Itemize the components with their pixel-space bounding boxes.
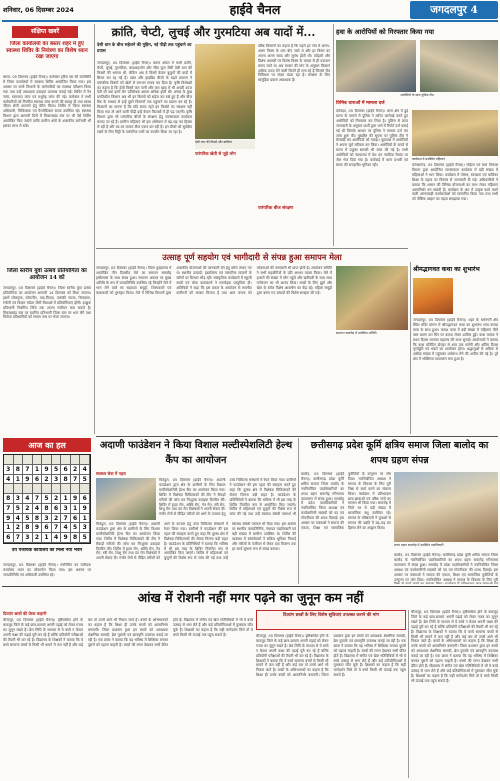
puzzle-cell: 2 bbox=[14, 523, 24, 533]
puzzle-cell: 6 bbox=[52, 504, 62, 514]
puzzle-cell bbox=[61, 484, 71, 494]
brief2-headline: जिला स्तरीय युवा उत्सव प्रतियोगिता का आयोजन 14 को bbox=[7, 268, 87, 281]
puzzle-cell bbox=[4, 455, 14, 465]
puzzle-cell bbox=[52, 455, 62, 465]
puzzle-cell: 9 bbox=[61, 533, 71, 543]
date-label: शनिवार, 06 दिसम्बर 2024 bbox=[3, 6, 74, 14]
kurmi-body: बालोद, 05 दिसम्बर (हाईवे चैनल)। छत्तीसगढ़ प्रदेश कूर्मि क्षत्रिय समाज जिला बालोद के नवनिर्वाचित पदाधिकारियों का शपथ ग्रहण समारोह गरिमामय वातावरण में संपन्न हुआ। समारोह में प्रदेश पदाधिकारियों ने नवनिर्वाचित जिला अध्यक्ष एवं कार्यकारिणी सदस्यों को पद एवं गोपनीयता की शपथ दिलाई। इस अवसर पर वक्ताओं ने समाज की एकता, शिक्षा एवं सामाजिक कुरीतियों के उन्मूलन पर जोर दिया। नवनिर्वाचित अध्यक्ष ने समाज के विकास के लिए पूरी निष्ठा से कार्य करने का संकल्प लिया। कार्यक्रम में प्रतिभावान छात्र-छात्राओं एवं वरिष्ठ जनों का सम्मान भी किया गया। समारोह में जिले भर से बड़ी संख्या में सामाजिक बंधु उपस्थित रहे। समाज के वरिष्ठजनों ने युवाओं से समाज की उन्नति में बढ़-चढ़ कर हिस्सा लेने का आह्वान किया। bbox=[301, 472, 391, 530]
puzzle-cell: 3 bbox=[61, 504, 71, 514]
puzzle-cell: 4 bbox=[14, 514, 24, 524]
puzzle-cell: 8 bbox=[23, 523, 33, 533]
puzzle-cell bbox=[14, 455, 24, 465]
puzzle-cell: 6 bbox=[71, 514, 81, 524]
puzzle-cell bbox=[23, 484, 33, 494]
oath-photo-caption: शपथ ग्रहण समारोह में उपस्थित पदाधिकारी bbox=[394, 543, 444, 547]
top-right-headline: हवा के आरोपियों को गिरफ्तार किया गया bbox=[336, 28, 434, 36]
rice-seed-photo bbox=[195, 44, 255, 139]
adani-body-side: किरंदुल, 05 दिसम्बर (हाईवे चैनल)। अदाणी फाउंडेशन द्वारा क्षेत्र के ग्रामीणों के लिए विशाल मल्टीस्पेशलिटी हेल्थ कैंप का आयोजन किया गया। शिविर में विशेषज्ञ चिकित्सकों की टीम ने सैकड़ों मरीजों की जांच कर निःशुल्क दवाइयां वितरित कीं। शिविर में हृदय रोग, अस्थि रोग, नेत्र रोग, स्त्री रोग, शिशु रोग तथा दंत रोग विशेषज्ञों ने अपनी सेवाएं दीं। गंभीर रोगों से पीड़ित मरीजों को आगे के उपचार हेतु उच्च चिकित्सा संस्थानों में रेफर किया गया। ग्रामीणों ने फाउंडेशन की इस पहल की सराहना करते हुए कहा कि दूरस्थ क्षेत्र में विशेषज्ञ चिकित्सकों की सेवाएं मिलना बड़ी राहत है। फाउंडेशन के प्रतिनिधियों ने बताया कि भविष्य में भी इस तरह के शिविर नियमित रूप से आयोजित किए जाएंगे। शिविर में महिलाओं एवं बुजुर्गों की विशेष रूप से जांच की गई तथा उन्हें स्वास्थ्य संबंधी परामर्श भी bbox=[159, 478, 296, 517]
puzzle-bottom-body: जगदलपुर, 05 दिसम्बर (हाईवे चैनल)। नवनिर्मित उप पंजीयक कार्यालय भवन का लोकार्पण किया गया। इस अवसर पर जनप्रतिनिधि एवं अधिकारी उपस्थित रहे। bbox=[3, 563, 91, 577]
rule-above-bottom bbox=[2, 586, 498, 587]
puzzle-cell: 4 bbox=[4, 475, 14, 485]
col-divider-4 bbox=[298, 438, 299, 584]
bottom-body-3: बीजापुर, 05 दिसम्बर (हाईवे चैनल)। दृष्टिबाधित होने के बावजूद जिले के कई छात्र-छात्राएं अपनी पढ़ाई को लेकर गजब का जुनून रखते हैं। ब्रेल लिपि के माध्यम से ये बच्चे न केवल अपनी कक्षा की पढ़ाई पूरी कर रहे हैं बल्कि प्रतियोगी परीक्षाओं की तैयारी भी कर रहे हैं। विद्यालय के शिक्षकों ने बताया कि ये बच्चे सामान्य बच्चों से किसी भी मायने में कम नहीं हैं और कई बार तो उनसे आगे भी निकल जाते हैं। बच्चों के अभिभावकों का कहना है कि शिक्षा ही उनके बच्चों को आत्मनिर्भर बनाएगी। जिला प्रशासन द्वारा इन बच्चों को आवश्यक शैक्षणिक सामग्री, ब्रेल पुस्तकें एवं छात्रवृत्ति उपलब्ध कराई जा रही है। एक छात्रा ने बताया कि वह भविष्य में शिक्षिका बनकर दूसरों को पढ़ाना चाहती है। बच्चों की लगन देखकर सभी प्रेरित होते हैं। विद्यालय में संगीत एवं खेल गतिविधियों में भी ये बच्चे उत्साह से भाग लेते हैं और कई प्रतियोगिताओं में पुरस्कार जीत चुके हैं। शिक्षकों का कहना है कि सही मार्गदर्शन मिले तो ये बच्चे किसी भी ऊंचाई तक पहुंच सकते हैं। bbox=[411, 610, 498, 683]
puzzle-cell: 6 bbox=[4, 533, 14, 543]
puzzle-cell: 5 bbox=[42, 494, 52, 504]
puzzle-cell: 7 bbox=[14, 533, 24, 543]
puzzle-cell: 9 bbox=[71, 494, 81, 504]
puzzle-cell: 9 bbox=[80, 504, 90, 514]
puzzle-title: आज का हल bbox=[3, 438, 91, 452]
puzzle-cell: 3 bbox=[4, 465, 14, 475]
puzzle-cell: 2 bbox=[52, 514, 62, 524]
puzzle-cell: 5 bbox=[71, 523, 81, 533]
top-story-subhead2: पारंपरिक बीज संरक्षण bbox=[258, 206, 294, 211]
puzzle-grid bbox=[3, 454, 91, 544]
kalash-yatra-photo bbox=[413, 278, 453, 314]
top-story-subhead: पारंपरिक खेती से जुड़े लोग bbox=[195, 151, 236, 156]
puzzle-cell: 8 bbox=[71, 533, 81, 543]
katha-body: जगदलपुर, 05 दिसम्बर (हाईवे चैनल)। शहर के धर्मनगरी क्षेत्र स्थित मंदिर प्रांगण में श्रीमद्भागवत कथा का शुभारंभ भव्य कलश यात्रा के साथ हुआ। कलश यात्रा में बड़ी संख्या में महिलाएं पीले वस्त्र धारण कर सिर पर कलश लेकर शामिल हुईं। कथा वाचक ने प्रथम दिवस भागवत महात्म्य की कथा सुनाई। आयोजकों ने बताया कि कथा प्रतिदिन दोपहर से शाम तक चलेगी और अंतिम दिवस पूर्णाहुति एवं भंडारे का आयोजन होगा। श्रद्धालुओं से अधिक से अधिक संख्या में पहुंचकर धर्मलाभ लेने की अपील की गई है। पूरे क्षेत्र में भक्तिमय वातावरण बना हुआ है। bbox=[413, 318, 498, 362]
puzzle-cell: 4 bbox=[23, 494, 33, 504]
puzzle-cell: 7 bbox=[61, 514, 71, 524]
kurmi-headline: छत्तीसगढ़ प्रदेश कूर्मि क्षत्रिय समाज जिला बालोद का शपथ ग्रहण संपन्न bbox=[310, 440, 489, 466]
puzzle-cell: 3 bbox=[80, 523, 90, 533]
bottom-body: बीजापुर, 05 दिसम्बर (हाईवे चैनल)। दृष्टिबाधित होने के बावजूद जिले के कई छात्र-छात्राएं अपनी पढ़ाई को लेकर गजब का जुनून रखते हैं। ब्रेल लिपि के माध्यम से ये बच्चे न केवल अपनी कक्षा की पढ़ाई पूरी कर रहे हैं बल्कि प्रतियोगी परीक्षाओं की तैयारी भी कर रहे हैं। विद्यालय के शिक्षकों ने बताया कि ये बच्चे सामान्य बच्चों से किसी भी मायने में कम नहीं हैं और कई बार तो उनसे आगे भी निकल जाते हैं। बच्चों के अभिभावकों का कहना है कि शिक्षा ही उनके बच्चों को आत्मनिर्भर बनाएगी। जिला प्रशासन द्वारा इन बच्चों को आवश्यक शैक्षणिक सामग्री, ब्रेल पुस्तकें एवं छात्रवृत्ति उपलब्ध कराई जा रही है। एक छात्रा ने बताया कि वह भविष्य में शिक्षिका बनकर दूसरों को पढ़ाना चाहती है। बच्चों की लगन देखकर सभी प्रेरित होते हैं। विद्यालय में संगीत एवं खेल गतिविधियों में भी ये बच्चे उत्साह से भाग लेते हैं और कई प्रतियोगिताओं में पुरस्कार जीत चुके हैं। शिक्षकों का कहना है कि सही मार्गदर्शन मिले तो ये बच्चे किसी भी ऊंचाई तक पहुंच सकते हैं। bbox=[3, 618, 253, 647]
puzzle-cell: 9 bbox=[33, 523, 43, 533]
brief2-body: जगदलपुर, 05 दिसम्बर (हाईवे चैनल)। जिला स्तरीय युवा उत्सव प्रतियोगिता का आयोजन आगामी 14 दिसम्बर को किया जाएगा। इसमें लोकनृत्य, लोकगीत, वाद-विवाद, एकांकी नाटक, चित्रकला, रंगोली एवं विज्ञान मॉडल जैसी विधाओं में प्रतियोगिताएं होंगी। इच्छुक प्रतिभागी निर्धारित तिथि तक अपना पंजीयन करा सकते हैं। विकासखंड स्तर पर चयनित प्रतिभागी जिला स्तर पर भाग लेंगे तथा विजेता प्रतिभागियों को संभाग स्तर पर भेजा जाएगा। bbox=[3, 286, 91, 320]
right-col-body: कोण्डागांव, 05 दिसम्बर (हाईवे चैनल)। महिला एवं बाल विकास विभाग द्वारा आयोजित जागरूकता कार्यक्रम में बड़ी संख्या में महिलाओं ने भाग लिया। कार्यक्रम में पोषण, स्वच्छता एवं बालिका शिक्षा के महत्व पर विस्तार से जानकारी दी गई। अधिकारियों ने बताया कि शासन की विभिन्न योजनाओं का लाभ लेकर महिलाएं आत्मनिर्भर बन सकती हैं। कार्यक्रम के अंत में उत्कृष्ट कार्य करने वाली आंगनबाड़ी कार्यकर्ताओं को सम्मानित किया गया तथा सभी को पौष्टिक आहार का महत्व समझाया गया। bbox=[412, 163, 498, 202]
puzzle-cell: 8 bbox=[61, 475, 71, 485]
police-photo bbox=[336, 40, 416, 92]
puzzle-cell: 6 bbox=[42, 523, 52, 533]
puzzle-cell: 4 bbox=[52, 533, 62, 543]
adani-byline: स्वास्थ्य सेवा में पहल bbox=[96, 471, 126, 476]
top-story-sub: देसी धान के बीज सहेजने की मुहिम, नई पीढ़ी तक पहुंचाने का प्रयास bbox=[97, 42, 192, 53]
puzzle-cell bbox=[61, 455, 71, 465]
puzzle-cell: 7 bbox=[71, 475, 81, 485]
bottom-headline: आंख में रोशनी नहीं मगर पढ़ने का जुनून कम नहीं bbox=[137, 590, 364, 605]
women-photo-caption: कार्यक्रम में उपस्थित महिलाएं bbox=[412, 157, 446, 161]
puzzle-cell bbox=[42, 455, 52, 465]
puzzle-cell: 7 bbox=[4, 504, 14, 514]
brief1-body: बस्तर, 05 दिसम्बर (हाईवे चैनल)। कलेक्टर हरिस एस की उपस्थिति में जिला कार्यालयों में स्वास्थ्य शिविर आयोजित किया गया। इस अवसर पर सभी विभागों के कर्मचारियों का स्वास्थ्य परीक्षण किया गया तथा उन्हें आवश्यक दवाइयां उपलब्ध कराई गईं। शिविर में नेत्र जांच, रक्तचाप जांच एवं मधुमेह जांच की गई। कलेक्टर ने सभी कर्मचारियों को नियमित स्वास्थ्य जांच कराने की सलाह दी तथा स्वस्थ जीवन शैली अपनाने हेतु प्रेरित किया। शिविर में जिला स्वास्थ्य अधिकारी, चिकित्सक एवं पैरामेडिकल स्टाफ उपस्थित रहे। स्वास्थ्य विभाग द्वारा आगामी दिनों में विकासखंड स्तर पर भी ऐसे शिविर आयोजित किए जाएंगे ताकि ग्रामीण क्षेत्रों के शासकीय कर्मचारी भी इसका लाभ ले सकें। bbox=[3, 75, 91, 129]
puzzle-cell: 4 bbox=[61, 523, 71, 533]
mid-story-headline: उत्साह पूर्ण सहयोग एवं भागीदारी से संपन्न हुआ समापन मेला bbox=[162, 252, 342, 262]
puzzle-cell: 7 bbox=[23, 465, 33, 475]
puzzle-cell: 6 bbox=[33, 475, 43, 485]
oath-ceremony-photo bbox=[394, 472, 498, 542]
puzzle-cell bbox=[71, 455, 81, 465]
puzzle-bottom-headline: उप पंजीयक कार्यालय को मिला नया भवन bbox=[11, 548, 83, 553]
rice-photo-caption: देसी धान की किस्में और बालियां bbox=[195, 140, 255, 149]
puzzle-cell: 8 bbox=[4, 494, 14, 504]
puzzle-cell: 9 bbox=[42, 465, 52, 475]
puzzle-cell: 5 bbox=[52, 465, 62, 475]
puzzle-cell: 2 bbox=[71, 465, 81, 475]
puzzle-cell: 1 bbox=[61, 494, 71, 504]
puzzle-cell bbox=[4, 484, 14, 494]
top-story-headline: क्रांति, चेप्टी, लुचई और गुरमटिया अब यादों में... bbox=[111, 25, 316, 39]
puzzle-cell bbox=[14, 484, 24, 494]
puzzle-cell: 3 bbox=[14, 494, 24, 504]
fair-photo bbox=[336, 266, 408, 330]
puzzle-cell: 8 bbox=[14, 465, 24, 475]
col-divider-3 bbox=[410, 262, 411, 434]
bottom-body-2: बीजापुर, 05 दिसम्बर (हाईवे चैनल)। दृष्टिबाधित होने के बावजूद जिले के कई छात्र-छात्राएं अपनी पढ़ाई को लेकर गजब का जुनून रखते हैं। ब्रेल लिपि के माध्यम से ये बच्चे न केवल अपनी कक्षा की पढ़ाई पूरी कर रहे हैं बल्कि प्रतियोगी परीक्षाओं की तैयारी भी कर रहे हैं। विद्यालय के शिक्षकों ने बताया कि ये बच्चे सामान्य बच्चों से किसी भी मायने में कम नहीं हैं और कई बार तो उनसे आगे भी निकल जाते हैं। बच्चों के अभिभावकों का कहना है कि शिक्षा ही उनके बच्चों को आत्मनिर्भर बनाएगी। जिला प्रशासन द्वारा इन बच्चों को आवश्यक शैक्षणिक सामग्री, ब्रेल पुस्तकें एवं छात्रवृत्ति उपलब्ध कराई जा रही है। एक छात्रा ने बताया कि वह भविष्य में शिक्षिका बनकर दूसरों को पढ़ाना चाहती है। बच्चों की लगन देखकर सभी प्रेरित होते हैं। विद्यालय में संगीत एवं खेल गतिविधियों में भी ये बच्चे उत्साह से भाग लेते हैं और कई प्रतियोगिताओं में पुरस्कार जीत चुके हैं। शिक्षकों का कहना है कि सही मार्गदर्शन मिले तो ये बच्चे किसी भी ऊंचाई तक पहुंच सकते हैं। bbox=[256, 634, 406, 678]
section-title: हाईवे चैनल bbox=[229, 2, 281, 17]
katha-headline: श्रीमद्भागवत कथा का शुभारंभ bbox=[413, 266, 480, 273]
masthead bbox=[0, 0, 500, 20]
puzzle-cell bbox=[71, 484, 81, 494]
puzzle-cell: 5 bbox=[80, 533, 90, 543]
top-right-subhead: विभिन्न धाराओं में मामला दर्ज bbox=[336, 101, 385, 106]
puzzle-cell: 1 bbox=[33, 465, 43, 475]
bottom-tag: दिव्यांग छात्रों की प्रेरक कहानी bbox=[3, 611, 47, 616]
rule-above-lower bbox=[96, 436, 498, 437]
puzzle-cell: 1 bbox=[14, 475, 24, 485]
puzzle-cell: 7 bbox=[33, 494, 43, 504]
rule-above-mid bbox=[96, 248, 408, 249]
mid-story-body: जगदलपुर, 05 दिसम्बर (हाईवे चैनल)। जिला मुख्यालय में आयोजित तीन दिवसीय मेले का समापन समारोह हर्षोल्लास के साथ संपन्न हुआ। समापन अवसर पर मुख्य अतिथि के रूप में जनप्रतिनिधि उपस्थित रहे जिन्होंने मेले में भाग लेने वाले स्व सहायता समूहों, शिल्पकारों एवं कलाकारों को पुरस्कृत किया। मेले में विभिन्न विभागों द्वारा शासकीय योजनाओं की जानकारी देने हेतु स्टॉल लगाए गए थे। स्थानीय उत्पादों, हस्तशिल्प एवं पारंपरिक व्यंजनों के स्टॉलों पर दिनभर भीड़ रही। सांस्कृतिक कार्यक्रमों में स्कूली बच्चों एवं लोक कलाकारों ने मनमोहक प्रस्तुतियां दीं। अतिथियों ने कहा कि इस प्रकार के आयोजन से स्थानीय कारीगरों को बाजार मिलता है तथा आम जनता को योजनाओं की जानकारी भी प्राप्त होती है। आयोजन समिति ने सभी सहयोगियों के प्रति आभार व्यक्त किया। मेले में हजारों की संख्या में लोग पहुंचे और खरीदारी के साथ साथ मनोरंजन का भी आनंद लिया। बच्चों के लिए झूले और खेल के स्टॉल विशेष आकर्षण का केंद्र रहे। महिला समूहों द्वारा बनाए गए उत्पादों की विशेष सराहना की गई। bbox=[96, 266, 332, 295]
puzzle-cell bbox=[33, 455, 43, 465]
bottom-highlight-box bbox=[256, 610, 406, 630]
bottom-box-text: दिव्यांग छात्रों के लिए विशेष सुविधाएं उपलब्ध कराने की मांग bbox=[283, 613, 379, 618]
adani-body: किरंदुल, 05 दिसम्बर (हाईवे चैनल)। अदाणी फाउंडेशन द्वारा क्षेत्र के ग्रामीणों के लिए विशाल मल्टीस्पेशलिटी हेल्थ कैंप का आयोजन किया गया। शिविर में विशेषज्ञ चिकित्सकों की टीम ने सैकड़ों मरीजों की जांच कर निःशुल्क दवाइयां वितरित कीं। शिविर में हृदय रोग, अस्थि रोग, नेत्र रोग, स्त्री रोग, शिशु रोग तथा दंत रोग विशेषज्ञों ने अपनी सेवाएं दीं। गंभीर रोगों से पीड़ित मरीजों को आगे के उपचार हेतु उच्च चिकित्सा संस्थानों में रेफर किया गया। ग्रामीणों ने फाउंडेशन की इस पहल की सराहना करते हुए कहा कि दूरस्थ क्षेत्र में विशेषज्ञ चिकित्सकों की सेवाएं मिलना बड़ी राहत है। फाउंडेशन के प्रतिनिधियों ने बताया कि भविष्य में भी इस तरह के शिविर नियमित रूप से आयोजित किए जाएंगे। शिविर में महिलाओं एवं बुजुर्गों की विशेष रूप से जांच की गई तथा उन्हें स्वास्थ्य संबंधी परामर्श भी दिया गया। इस अवसर पर स्थानीय जनप्रतिनिधि, पंचायत पदाधिकारी एवं बड़ी संख्या में ग्रामीण उपस्थित थे। शिविर की व्यवस्था में स्वयंसेवकों ने सक्रिय भूमिका निभाई और मरीजों के पंजीयन से लेकर दवा वितरण तक हर कार्य सुचारू रूप से संपन्न कराया। bbox=[96, 522, 296, 561]
puzzle-cell: 5 bbox=[80, 475, 90, 485]
puzzle-cell: 1 bbox=[4, 523, 14, 533]
page-badge bbox=[410, 1, 498, 19]
puzzle-cell: 3 bbox=[42, 514, 52, 524]
puzzle-cell: 1 bbox=[71, 504, 81, 514]
puzzle-cell bbox=[52, 484, 62, 494]
fair-photo-caption: समापन समारोह में उपस्थित अतिथि bbox=[336, 331, 377, 335]
puzzle-cell: 5 bbox=[23, 514, 33, 524]
puzzle-cell: 5 bbox=[14, 504, 24, 514]
puzzle-cell: 2 bbox=[23, 504, 33, 514]
puzzle-cell: 6 bbox=[61, 465, 71, 475]
puzzle-cell: 3 bbox=[52, 475, 62, 485]
top-story-body2: वरिष्ठ किसानों का कहना है कि पहले हर गांव में अलग-अलग किस्म के धान बोए जाते थे और हर किस्म का अपना अलग स्वाद और सुगंध होती थी। त्योहारों और विशेष अवसरों पर विशेष किस्म के चावल से ही पकवान बनाए जाते थे। अब बाजार की मांग के अनुसार किसान अधिक उपज देने वाली किस्में ही लगा रहे हैं जिससे जैव विविधता पर संकट मंडरा रहा है। संरक्षण के लिए सामूहिक प्रयास आवश्यक हैं। bbox=[258, 44, 330, 83]
puzzle-cell bbox=[80, 484, 90, 494]
women-event-photo bbox=[412, 110, 498, 156]
puzzle-cell: 8 bbox=[42, 504, 52, 514]
puzzle-cell bbox=[23, 455, 33, 465]
puzzle-cell: 6 bbox=[80, 494, 90, 504]
puzzle-cell: 9 bbox=[4, 514, 14, 524]
adani-headline: अदाणी फाउंडेशन ने किया विशाल मल्टीस्पेशलिटी हेल्थ कैंप का आयोजन bbox=[99, 440, 293, 466]
puzzle-cell: 1 bbox=[42, 533, 52, 543]
puzzle-cell bbox=[80, 455, 90, 465]
puzzle-cell: 2 bbox=[52, 494, 62, 504]
briefs-label: संक्षिप्त खबरें bbox=[12, 26, 78, 38]
puzzle-cell: 4 bbox=[33, 504, 43, 514]
puzzle-cell: 2 bbox=[42, 475, 52, 485]
police-photo-caption: आरोपियों के साथ पुलिस टीम bbox=[400, 93, 434, 97]
kurmi-body-tail: बालोद, 05 दिसम्बर (हाईवे चैनल)। छत्तीसगढ़ प्रदेश कूर्मि क्षत्रिय समाज जिला बालोद के नवनिर्वाचित पदाधिकारियों का शपथ ग्रहण समारोह गरिमामय वातावरण में संपन्न हुआ। समारोह में प्रदेश पदाधिकारियों ने नवनिर्वाचित जिला अध्यक्ष एवं कार्यकारिणी सदस्यों को पद एवं गोपनीयता की शपथ दिलाई। इस अवसर पर वक्ताओं ने समाज की एकता, शिक्षा एवं सामाजिक कुरीतियों के उन्मूलन पर जोर दिया। नवनिर्वाचित अध्यक्ष ने समाज के विकास के लिए पूरी bbox=[394, 553, 498, 582]
top-story-body: जगदलपुर, 05 दिसम्बर (हाईवे चैनल)। बस्तर अंचल में कभी क्रांति, चेप्टी, लुचई, गुरमटिया, बादशाहभोग और जीरा फूल जैसी देसी धान की किस्मों की भरमार थी, लेकिन अब ये किस्में केवल बुजुर्गों की यादों में सिमट कर रह गई हैं। उन्नत और हाइब्रिड बीजों के बढ़ते प्रचलन ने पारंपरिक किस्मों को खेतों से लगभग गायब कर दिया है। कृषि विशेषज्ञों का कहना है कि देसी किस्में कम पानी और कम खाद में भी अच्छी उपज देती थीं तथा इनमें रोग प्रतिरोधक क्षमता अधिक होती थी। अंचल के कुछ प्रगतिशील किसान अब भी इन किस्मों को सहेज कर रखे हुए हैं और बीज बैंक के माध्यम से इन्हें दूसरे किसानों तक पहुंचाने का प्रयास कर रहे हैं। किसानों का मानना है कि यदि समय रहते इन किस्मों का संरक्षण नहीं किया गया तो आने वाली पीढ़ी इन्हें केवल किताबों में ही पढ़ पाएगी। कृषि विभाग द्वारा भी पारंपरिक बीजों के संरक्षण हेतु जागरूकता कार्यक्रम चलाए जा रहे हैं। ग्रामीण महिलाएं भी इस अभियान में बढ़-चढ़ कर हिस्सा ले रही हैं और घर-घर जाकर बीज एकत्र कर रही हैं। इन बीजों को सुरक्षित रखने के लिए मिट्टी के पारंपरिक पात्रों का उपयोग किया जा रहा है। bbox=[97, 61, 192, 134]
health-camp-photo bbox=[96, 478, 156, 520]
puzzle-cell: 8 bbox=[33, 514, 43, 524]
puzzle-cell: 1 bbox=[80, 514, 90, 524]
col-divider-1 bbox=[94, 24, 95, 434]
puzzle-cell: 2 bbox=[33, 533, 43, 543]
puzzle-cell bbox=[42, 484, 52, 494]
puzzle-cell: 9 bbox=[23, 475, 33, 485]
puzzle-cell: 4 bbox=[80, 465, 90, 475]
brief1-headline: जिला कार्यालयों का बस्तर शहर में हुए स्वास्थ्य शिविर के नियंत्रण का विशेष ध्यान रखा जाएगा bbox=[6, 41, 88, 61]
page-badge-label: जगदलपुर 4 bbox=[430, 4, 478, 16]
puzzle-cell: 3 bbox=[23, 533, 33, 543]
top-right-body: दंतेवाड़ा, 05 दिसम्बर (हाईवे चैनल)। थाना क्षेत्र में हुई घटना के मामले में पुलिस ने त्वरित कार्रवाई करते हुए आरोपियों को गिरफ्तार कर लिया है। पुलिस से प्राप्त जानकारी के अनुसार प्रार्थी द्वारा थाने में रिपोर्ट दर्ज कराई गई थी जिसके आधार पर पुलिस ने मामला दर्ज कर जांच शुरू की। मुखबिर की सूचना पर पुलिस टीम ने घेराबंदी कर आरोपियों को पकड़ा। पूछताछ में आरोपियों ने अपना जुर्म स्वीकार कर लिया। आरोपियों के कब्जे से घटना में प्रयुक्त सामग्री भी जब्त की गई है। सभी आरोपियों को न्यायालय में पेश कर न्यायिक रिमांड पर जेल भेज दिया गया है। कार्रवाई में थाना प्रभारी एवं स्टाफ की सराहनीय भूमिका रही। bbox=[336, 109, 408, 167]
accused-photo bbox=[420, 40, 498, 92]
masthead-rule bbox=[2, 20, 498, 22]
col-divider-2 bbox=[333, 24, 334, 246]
puzzle-cell bbox=[33, 484, 43, 494]
puzzle-cell: 7 bbox=[52, 523, 62, 533]
col-divider-5 bbox=[408, 610, 409, 778]
